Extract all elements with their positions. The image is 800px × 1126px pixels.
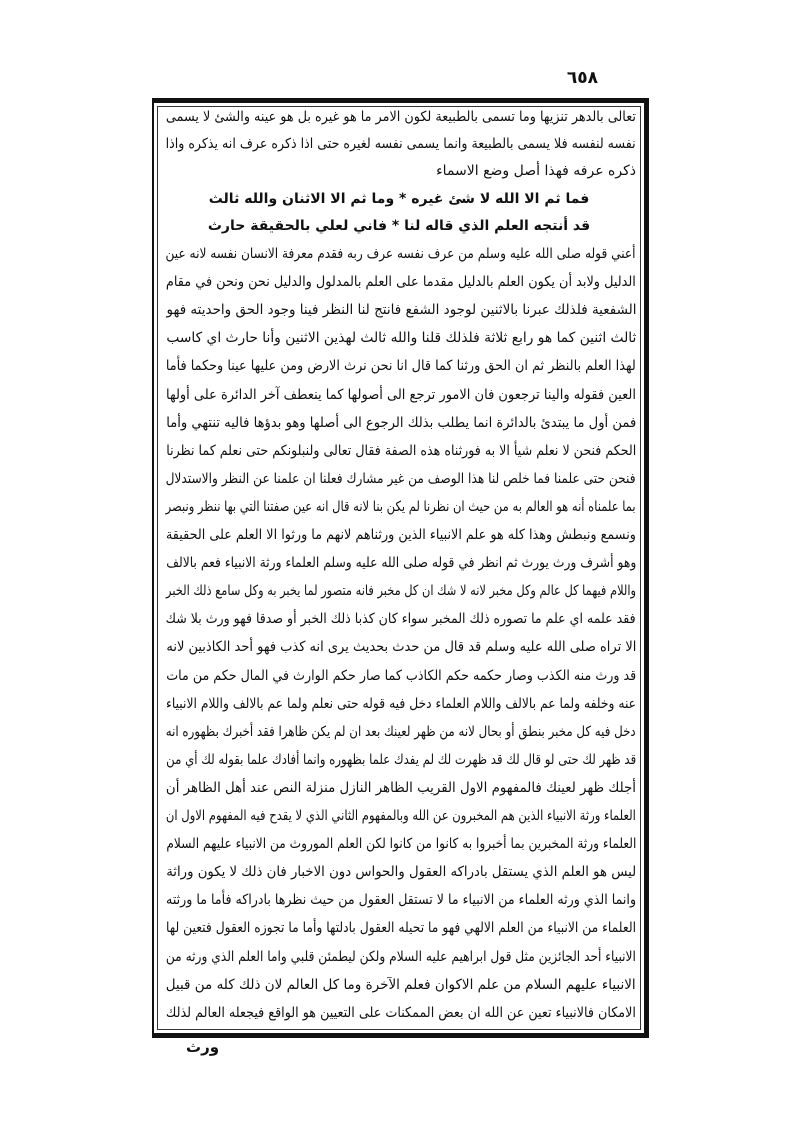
body-line [166,495,636,519]
line-text: قد ورث منه الكذب وصار حكمه حكم الكاذب كما صار حكم الوارث في المال حكم من مات [166,667,636,684]
line-text: نفسه لنفسه فلا يسمى بالطبيعة وانما يسمى نفسه لغيره حتى اذا ذكره عرف انه يذكره واذا [166,136,636,152]
line-text: العين فقوله والينا ترجعون فان الامور ترجع الى أصولها كما ينعطف آخر الدائرة على أولها [166,386,636,403]
line-text: ليس هو العلم الذي يستقل بادراكه العقول والحواس دون الاخبار فان ذلك لا يكون وراثة [166,864,636,881]
body-line [166,664,636,688]
line-text: واللام فيهما كل عالم وكل مخبر لانه لا شك ان كل مخبر فانه متصور لما يخبر به وكل سامع ذلك الخبر [166,583,636,600]
body-line [166,411,636,435]
line-text: الدليل ولابد أن يكون العلم بالدليل مقدما على العلم بالمدلول والدليل نحن ونحن في مقام [166,274,636,291]
line-text: لهذا العلم بالنظر ثم ان الحق ورثنا كما قال انا نحن نرث الارض ومن عليها عينا وحكما فأما [166,358,636,375]
line-text: الحكم فنحن لا نعلم شيأ الا به فورثناه هذه الصفة فقال تعالى ولنبلونكم حتى نعلم كما نظرنا [166,442,636,459]
verse-line [154,187,644,211]
body-line [166,383,636,407]
line-text: الانبياء عليهم السلام من علم الاكوان فعلم الآخرة وما كل العالم لان ذلك كله من قبيل [166,976,636,993]
body-line [166,860,636,884]
body-line [166,945,636,969]
line-text: فنحن حتى علمنا فما خلص لنا هذا الوصف من غير مشارك فعلنا ان علمنا عن النظر والاستدلال [166,470,636,487]
body-line [166,439,636,463]
body-line [166,973,636,997]
header-line [166,132,636,156]
line-text: أجلك ظهر لعينك فالمفهوم الاول القريب الظاهر النازل منزلة النص عند أهل الظاهر أن [166,779,636,796]
line-text: العلماء ورثة الانبياء الذين هم المخبرون عن الله وبالمفهوم الثاني الذي لا يقدح فيه المفهوم الاول ان [166,808,636,824]
line-text: قد ظهر لك حتى لو قال لك قد ظهرت لك لم يفدك علما بظهوره وانما أفادك علما بقوله لك أي من [166,751,636,768]
line-text: فما ثم الا الله لا شئ غيره * وما ثم الا الاثنان والله ثالث [208,191,590,207]
body-line [166,270,636,294]
line-text: ونسمع ونبطش وهذا كله هو علم الانبياء الذين ورثناهم لانهم ما ورثوا الا العلم على الحقيقة [166,527,636,543]
body-line [166,467,636,491]
line-text: وانما الذي ورثه العلماء من الانبياء ما لا تستقل العقول من حيث نظرها بادراكه فأما ما ورثته [166,892,636,909]
line-text: ثالث اثنين كما هو رابع ثلاثة فلذلك قلنا والله ثالث لهذين الاثنين وأنا حارث اي كاسب [166,330,636,347]
body-line [166,804,636,828]
body-line [166,326,636,350]
body-line [166,523,636,547]
verse-line [154,214,644,238]
body-line [166,720,636,744]
page-number: ٦٥٨ [566,68,599,88]
header-line [166,159,636,183]
body-line [166,692,636,716]
line-text: فمن أول ما يبتدئ بالدائرة انما يطلب بذلك الرجوع الى أصلها وهو بدؤها فاليه تنتهي وأما [166,414,636,431]
body-line [166,1001,636,1025]
line-text: الامكان فالانبياء تعين عن الله ان بعض الممكنات على التعيين هو الواقع فيجعله العالم لذلك [166,1004,636,1021]
line-text: الا تراه صلى الله عليه وسلم قد قال من حدث بحديث يرى انه كذب فهو أحد الكاذبين لانه [166,639,636,656]
line-text: فقد علمه اي علم ما تصوره ذلك المخبر سواء كان كذبا ذلك الخبر أو صدقا فهو ورث بلا شك [166,611,636,628]
body-line [166,242,636,266]
line-text: عنه وخلفه ولما عم بالالف واللام العلماء دخل فيه قوله حتى نعلم ولما عم بالالف واللام الانبياء [166,695,636,712]
line-text: تعالى بالدهر تنزيها وما تسمى بالطبيعة لكون الامر ما هو غيره بل هو عينه والشئ لا يسمى [166,109,636,125]
body-line [166,776,636,800]
body-line [166,551,636,575]
header-line [166,105,636,129]
body-line [166,916,636,940]
line-text: الشفعية فلذلك عبرنا بالاثنين لوجود الشفع فانتج لنا النظر فينا وجود الحق واحديته فهو [166,302,636,319]
body-line [166,579,636,603]
body-line [166,748,636,772]
body-line [166,832,636,856]
body-line [166,607,636,631]
line-text: دخل فيه كل مخبر بنطق أو بحال لانه من ظهر لعينك بعد ان لم يكن ظاهرا فقد أخبرك بظهوره انه [166,723,636,740]
line-text: العلماء ورثة المخبرين بما أخبروا به كانوا من كانوا لكن العلم الموروث من الانبياء عليهم السلام [166,836,636,853]
line-text: بما علمناه أنه هو العالم به من حيث ان نظرنا لم يكن بنا لانه قال انه عين صفتنا التي بها ننظر ونبصر [166,498,636,515]
catchword: ورث [186,1038,220,1056]
line-text: الانبياء أحد الجائزين مثل قول ابراهيم عليه السلام ولكن ليطمئن قلبي واما العلم الذي ورثه من [166,948,636,965]
body-line [166,635,636,659]
text-frame [152,98,649,1038]
line-text: قد أنتجه العلم الذي قاله لنا * فاني لعلي بالحقيقة حارث [207,218,591,234]
body-line [166,354,636,378]
line-text: العلماء من الانبياء من العلم الالهي فهو ما تحيله العقول بادلتها وأما ما تجوزه العقول فتعين لها [166,920,636,937]
line-text: ذكره عرفه فهذا أصل وضع الاسماء [436,163,636,179]
line-text: أعني قوله صلى الله عليه وسلم من عرف نفسه عرف ربه فقدم معرفة الانسان نفسه لانه عين [166,246,636,262]
line-text: وهو أشرف ورث يورث ثم انظر في قوله صلى الله عليه وسلم العلماء ورثة الانبياء فعم بالالف [166,555,636,572]
body-line [166,298,636,322]
body-line [166,888,636,912]
